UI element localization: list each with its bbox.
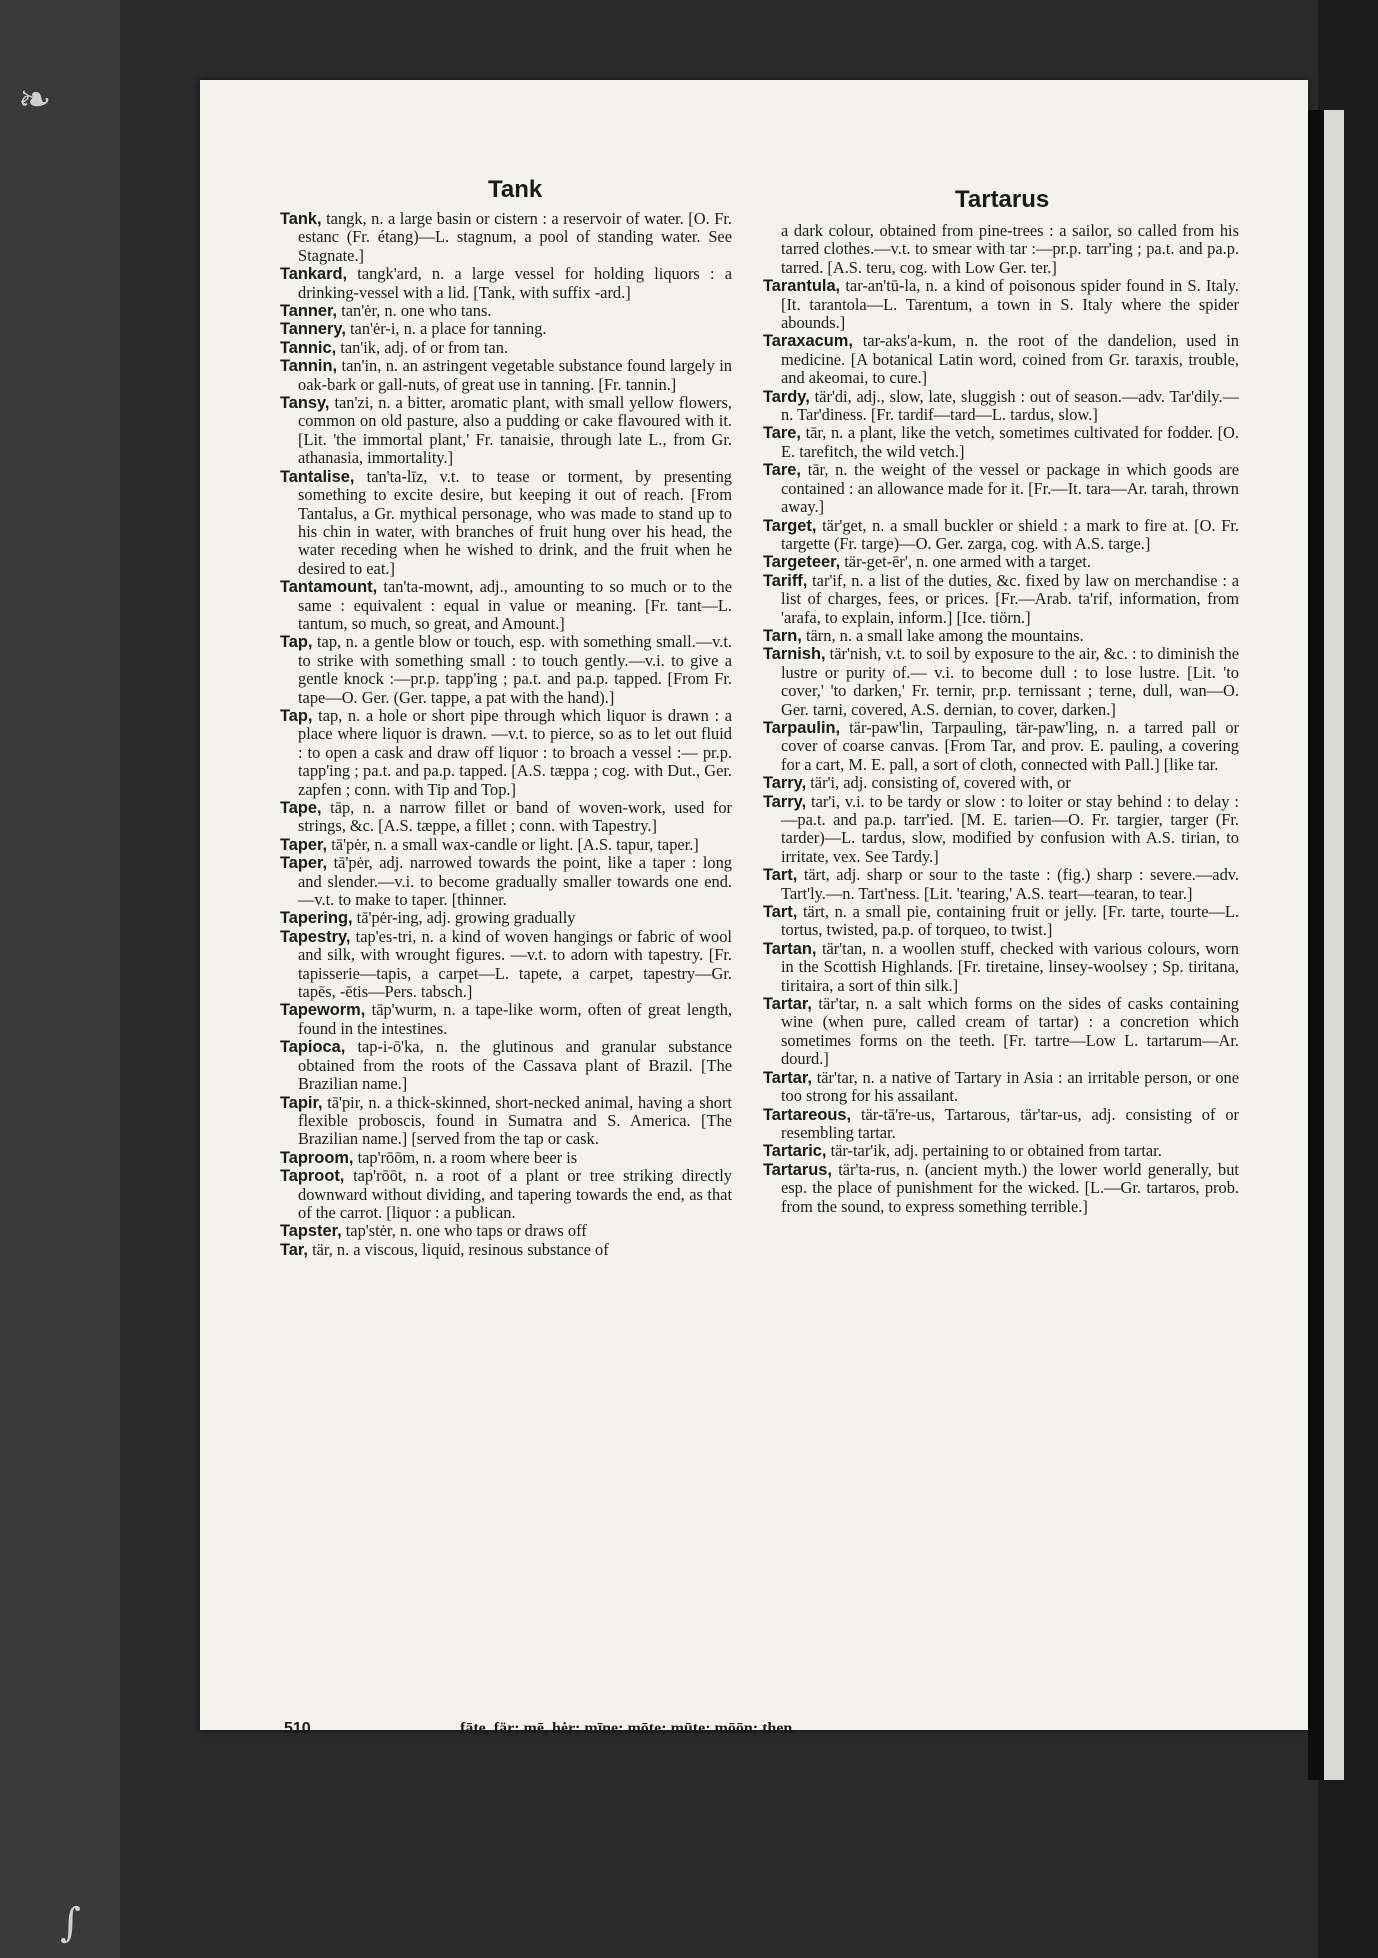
headword: Tartaric, xyxy=(763,1142,827,1161)
dictionary-entry xyxy=(763,774,1239,792)
definition: tär'tar, n. a salt which forms on the sides of casks containing wine (when pure, called cream of tartar) : a concretion which sometimes forms on the teeth. [Fr. tartre—Low L. tartarum—Ar. dourd.] xyxy=(781,994,1239,1069)
definition: tā'pėr, adj. narrowed towards the point, like a taper : long and slender.—v.i. to become gradually smaller towards one end.—v.t. to make to taper. [thinner. xyxy=(298,853,732,910)
headword: Tap, xyxy=(280,633,313,652)
definition: tar'i, v.i. to be tardy or slow : to loiter or stay behind : to delay :—pa.t. and pa.p. tarr'ied. [M. E. tarien—O. Fr. targier, targer (Fr. tarder)—L. tardus, slow, modified by confusion with A.S. tirian, to irritate, vex. See Tardy.] xyxy=(781,791,1239,866)
definition: tap, n. a gentle blow or touch, esp. with something small.—v.t. to strike with something small : to touch gently.—v.i. to give a gentle knock :—pr.p. tapp'ing ; pa.t. and pa.p. tapped. [From Fr. tape—O. Ger. (Ger. tappe, a pat with the hand).] xyxy=(298,632,732,707)
page-edge-shadow xyxy=(1308,110,1324,1780)
headword: Targeteer, xyxy=(763,553,841,572)
headword: Tapeworm, xyxy=(280,1001,366,1020)
definition: tan'in, n. an astringent vegetable substance found largely in oak-bark or gall-nuts, of great use in tanning. [Fr. tannin.] xyxy=(298,356,732,394)
headword: Tapestry, xyxy=(280,927,351,946)
definition: tap'rōōm, n. a room where beer is xyxy=(357,1147,578,1167)
headword: Tartan, xyxy=(763,939,817,958)
definition: tan'ėr-i, n. a place for tanning. xyxy=(350,319,547,339)
dictionary-entry xyxy=(280,265,732,302)
headword: Tape, xyxy=(280,799,322,817)
headword: Tankard, xyxy=(280,265,348,284)
dictionary-entry xyxy=(280,1149,732,1167)
definition: tärt, n. a small pie, containing fruit or jelly. [Fr. tarte, tourte—L. tortus, twisted, pa.p. of torqueo, to twist.] xyxy=(781,902,1239,940)
dictionary-entry xyxy=(763,1142,1239,1160)
dictionary-entry xyxy=(280,302,732,320)
dictionary-entry xyxy=(763,461,1239,516)
definition: tangk'ard, n. a large vessel for holding liquors : a drinking-vessel with a lid. [Tank, with suffix -ard.] xyxy=(298,264,732,302)
definition: tan'ta-mownt, adj., amounting to so much or to the same : equivalent : equal in value or meaning. [Fr. tant—L. tantum, so much, so great, and Amount.] xyxy=(298,577,732,633)
definition: tär'i, adj. consisting of, covered with, or xyxy=(810,773,1071,793)
dictionary-entry xyxy=(280,928,732,1002)
definition: tär-tar'ik, adj. pertaining to or obtained from tartar. xyxy=(830,1141,1162,1161)
dictionary-entry xyxy=(763,1069,1239,1106)
headword: Taproom, xyxy=(280,1148,354,1167)
left-running-head: Tank xyxy=(488,176,543,203)
definition: tā'pir, n. a thick-skinned, short-necked animal, having a short flexible proboscis, found in Sumatra and S. America. [The Brazilian name.] [served from the tap or cask. xyxy=(298,1092,732,1149)
dictionary-entry xyxy=(280,909,732,927)
scan-background-left xyxy=(0,0,120,1958)
definition: tap'rōōt, n. a root of a plant or tree striking directly downward without dividing, and tapering towards the end, as that of the carrot. [liquor : a publican. xyxy=(298,1166,732,1222)
dictionary-entry xyxy=(280,1241,732,1259)
headword: Tanner, xyxy=(280,302,338,321)
dictionary-entry xyxy=(763,277,1239,332)
pronunciation-key: fāte, fär; mē, hėr; mīne; mōte; mūte; mōōn; then. xyxy=(460,1720,797,1737)
definition: tär'nish, v.t. to soil by exposure to the air, &c. : to diminish the lustre or purity of.— v.i. to become dull : to lose lustre. [Lit. 'to cover,' 'to darken,' Fr. ternir, pr.p. ternissant ; terne, dull, wan—O. Ger. tarni, covered, A.S. dernian, to cover, darken.] xyxy=(781,644,1239,719)
headword: Tare, xyxy=(763,461,801,480)
headword: Taper, xyxy=(280,835,328,854)
headword: Taproot, xyxy=(280,1167,345,1186)
headword: Tarnish, xyxy=(763,645,826,664)
dictionary-entry xyxy=(280,394,732,468)
headword: Target, xyxy=(763,516,817,535)
definition: tap'es-tri, n. a kind of woven hangings or fabric of wool and silk, with wrought figures. —v.t. to adorn with tapestry. [Fr. tapisserie—tapis, a carpet—L. tapete, a carpet, tapestry—Gr. tapēs, -ētis—Pers. tabsch.] xyxy=(298,926,732,1002)
definition: tärt, adj. sharp or sour to the taste : (fig.) sharp : severe.—adv. Tart'ly.—n. Tart'ness. [Lit. 'tearing,' A.S. teart—tearan, to tear.] xyxy=(781,865,1239,903)
definition: tär, n. a viscous, liquid, resinous substance of xyxy=(312,1239,609,1259)
dictionary-entry xyxy=(763,222,1239,277)
definition: tär'ta-rus, n. (ancient myth.) the lower world generally, but esp. the place of punishment for the wicked. [L.—Gr. tartaros, prob. from the sound, to express something terrible.] xyxy=(781,1159,1239,1216)
dictionary-entry xyxy=(763,903,1239,940)
right-running-head: Tartarus xyxy=(955,186,1050,213)
headword: Tannery, xyxy=(280,320,346,339)
definition: a dark colour, obtained from pine-trees : a sailor, so called from his tarred clothes.—v.t. to smear with tar :—pr.p. tarr'ing ; pa.t. and pa.p. tarred. [A.S. teru, cog. with Low Ger. ter.] xyxy=(781,221,1239,277)
headword: Tapster, xyxy=(280,1222,342,1241)
definition: tär'di, adj., slow, late, sluggish : out of season.—adv. Tar'dily.—n. Tar'diness. [Fr. tardif—tard—L. tardus, slow.] xyxy=(781,386,1239,425)
dictionary-entry xyxy=(280,468,732,578)
headword: Tarry, xyxy=(763,792,807,811)
headword: Tapering, xyxy=(280,909,353,928)
headword: Tank, xyxy=(280,210,322,228)
dictionary-entry xyxy=(763,517,1239,554)
definition: tan'ėr, n. one who tans. xyxy=(341,301,492,321)
definition: tā'pėr, n. a small wax-candle or light. [A.S. tapur, taper.] xyxy=(331,834,699,854)
dictionary-entry xyxy=(280,799,732,836)
dictionary-entry xyxy=(280,1167,732,1222)
dictionary-entry xyxy=(763,793,1239,867)
dictionary-entry xyxy=(763,940,1239,995)
headword: Tannic, xyxy=(280,338,337,357)
dictionary-entry xyxy=(280,578,732,633)
headword: Tarantula, xyxy=(763,277,841,296)
headword: Tart, xyxy=(763,866,798,885)
headword: Tap, xyxy=(280,706,313,725)
definition: tär'get, n. a small buckler or shield : a mark to fire at. [O. Fr. targette (Fr. targe)—O. Ger. zarga, cog. with A.S. targe.] xyxy=(781,515,1239,553)
headword: Tar, xyxy=(280,1240,308,1259)
dictionary-entry xyxy=(763,424,1239,461)
definition: tan'ta-līz, v.t. to tease or torment, by presenting something to excite desire, but keeping it out of reach. [From Tantalus, a Gr. mythical personage, who was made to stand up to his chin in water, with branches of fruit hung over his head, the water receding when he wished to drink, and the fruit when he desired to eat.] xyxy=(298,466,732,578)
pencil-mark: ❧ xyxy=(18,77,52,123)
headword: Taper, xyxy=(280,854,328,873)
headword: Tardy, xyxy=(763,387,810,406)
definition: tan'zi, n. a bitter, aromatic plant, with small yellow flowers, common on old pasture, also a pudding or cake flavoured with it. [Lit. 'the immortal plant,' Fr. tanaisie, through late L., from Gr. athanasia, immortality.] xyxy=(298,393,732,468)
dictionary-entry xyxy=(763,866,1239,903)
headword: Tare, xyxy=(763,424,801,443)
dictionary-entry xyxy=(763,645,1239,719)
headword: Tarn, xyxy=(763,626,802,645)
definition: tär'tan, n. a woollen stuff, checked with various colours, worn in the Scottish Highlands. [Fr. tiretaine, linsey-woolsey ; Sp. tiritana, tiritaira, a sort of thin silk.] xyxy=(781,938,1239,995)
headword: Tantalise, xyxy=(280,467,355,486)
headword: Tarpaulin, xyxy=(763,718,841,737)
dictionary-entry xyxy=(763,1161,1239,1216)
headword: Tapir, xyxy=(280,1093,323,1112)
headword: Tarry, xyxy=(763,774,807,793)
adjacent-page-edge xyxy=(1324,110,1344,1780)
dictionary-entry xyxy=(280,633,732,707)
definition: tap'stėr, n. one who taps or draws off xyxy=(345,1221,587,1241)
dictionary-entry xyxy=(763,995,1239,1069)
definition: tan'ik, adj. of or from tan. xyxy=(340,337,509,357)
dictionary-entry xyxy=(280,1222,732,1240)
definition: tangk, n. a large basin or cistern : a reservoir of water. [O. Fr. estanc (Fr. étang)—L. stagnum, a pool of standing water. See Stagnate.] xyxy=(298,209,732,265)
dictionary-entry xyxy=(280,357,732,394)
dictionary-entry xyxy=(280,1001,732,1038)
headword: Tapioca, xyxy=(280,1038,346,1057)
definition: tap, n. a hole or short pipe through which liquor is drawn : a place where liquor is drawn. —v.t. to pierce, so as to let out fluid : to open a cask and draw off liquor : to broach a vessel :— pr.p. tapp'ing ; pa.t. and pa.p. tapped. [A.S. tæppa ; cog. with Dut., Ger. zapfen ; conn. with Tip and Top.] xyxy=(298,705,732,799)
dictionary-entry xyxy=(280,1038,732,1093)
definition: tar'if, n. a list of the duties, &c. fixed by law on merchandise : a list of charges, fees, or prices. [Fr.—Arab. ta'rif, information, from 'arafa, to explain, inform.] [Ice. tiörn.] xyxy=(781,570,1239,627)
definition: tar-an'tū-la, n. a kind of poisonous spider found in S. Italy. [It. tarantola—L. Tarentum, a town in S. Italy where the spider abounds.] xyxy=(781,276,1239,333)
headword: Tart, xyxy=(763,903,798,922)
dictionary-entry xyxy=(763,553,1239,571)
headword: Tartareous, xyxy=(763,1105,852,1124)
dictionary-entry xyxy=(280,854,732,909)
right-column xyxy=(763,222,1239,1216)
definition: tāp, n. a narrow fillet or band of woven-work, used for strings, &c. [A.S. tæppe, a fillet ; conn. with Tapestry.] xyxy=(298,798,732,836)
definition: tär-get-ēr', n. one armed with a target. xyxy=(844,552,1091,572)
dictionary-entry xyxy=(763,572,1239,627)
definition: tār, n. the weight of the vessel or package in which goods are contained : an allowance made for it. [Fr.—It. tara—Ar. tarah, thrown away.] xyxy=(781,460,1239,517)
definition: tär'tar, n. a native of Tartary in Asia : an irritable person, or one too strong for his assailant. xyxy=(781,1067,1239,1106)
dictionary-entry xyxy=(763,1106,1239,1143)
headword: Taraxacum, xyxy=(763,332,853,351)
dictionary-entry xyxy=(763,627,1239,645)
definition: tar-aks'a-kum, n. the root of the dandelion, used in medicine. [A botanical Latin word, coined from Gr. taraxis, trouble, and akeomai, to cure.] xyxy=(781,331,1239,388)
definition: tär-tā're-us, Tartarous, tär'tar-us, adj. consisting of or resembling tartar. xyxy=(781,1104,1239,1142)
pencil-mark-bottom: ∫ xyxy=(60,1900,81,1946)
definition: tār, n. a plant, like the vetch, sometimes cultivated for fodder. [O. E. tarefitch, the wild vetch.] xyxy=(781,423,1239,461)
dictionary-entry xyxy=(280,836,732,854)
headword: Tannin, xyxy=(280,357,338,376)
definition: tärn, n. a small lake among the mountains. xyxy=(805,625,1084,645)
headword: Tantamount, xyxy=(280,578,378,597)
dictionary-entry xyxy=(280,1094,732,1149)
dictionary-entry xyxy=(280,707,732,799)
left-column xyxy=(280,210,732,1259)
headword: Tartar, xyxy=(763,1068,812,1087)
definition: tär-paw'lin, Tarpauling, tär-paw'ling, n. a tarred pall or cover of coarse canvas. [From Tar, and prov. E. pauling, a covering for a cart, M. E. pall, a sort of cloth, connected with Pall.] [like tar. xyxy=(781,717,1239,774)
dictionary-entry xyxy=(763,719,1239,774)
definition: tāp'wurm, n. a tape-like worm, often of great length, found in the intestines. xyxy=(298,1000,732,1038)
headword: Tartar, xyxy=(763,995,812,1014)
headword: Tansy, xyxy=(280,394,330,413)
dictionary-entry xyxy=(280,320,732,338)
definition: tap-i-ō'ka, n. the glutinous and granular substance obtained from the roots of the Cassava plant of Brazil. [The Brazilian name.] xyxy=(298,1037,732,1094)
definition: tā'pėr-ing, adj. growing gradually xyxy=(356,908,576,928)
headword: Tariff, xyxy=(763,571,808,590)
dictionary-entry xyxy=(763,388,1239,425)
dictionary-entry xyxy=(280,210,732,265)
dictionary-entry xyxy=(763,332,1239,387)
dictionary-entry xyxy=(280,339,732,357)
page-number: 510 xyxy=(284,1720,311,1737)
headword: Tartarus, xyxy=(763,1160,832,1179)
